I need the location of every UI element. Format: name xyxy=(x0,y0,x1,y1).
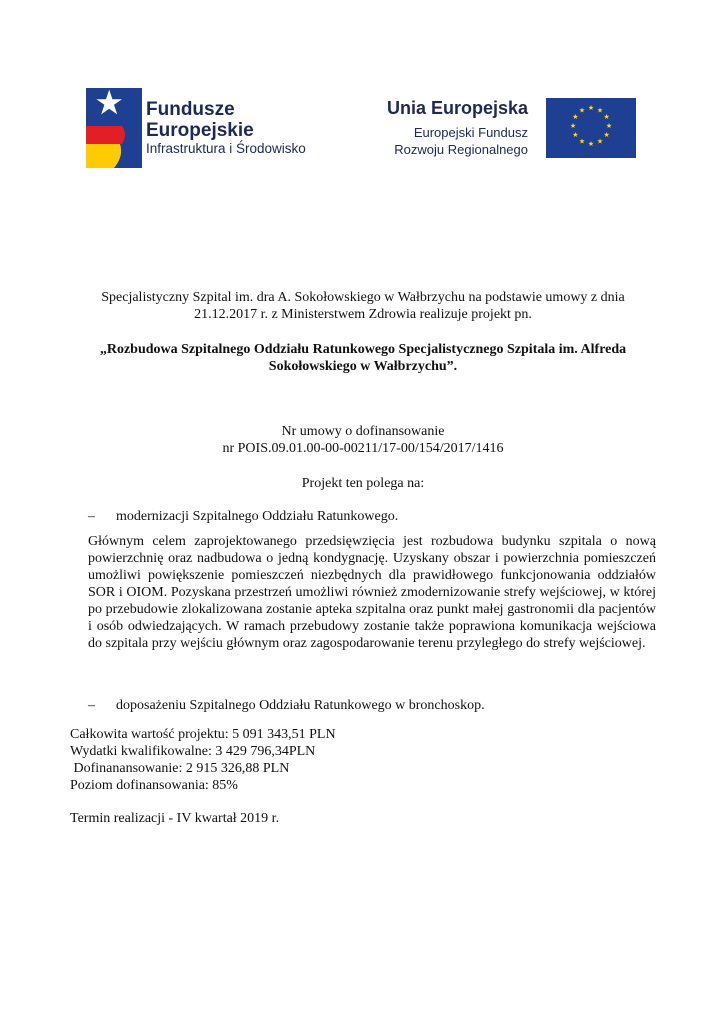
list-item xyxy=(88,508,398,525)
svg-text:★: ★ xyxy=(572,131,579,139)
intro-paragraph xyxy=(70,289,656,323)
project-intro: Projekt ten polega na: xyxy=(301,476,425,491)
fundusze-europejskie-logo xyxy=(84,86,364,172)
svg-text:★: ★ xyxy=(578,137,586,146)
svg-text:★: ★ xyxy=(578,106,586,115)
fe-line2: Europejskie xyxy=(146,120,254,141)
svg-text:★: ★ xyxy=(603,113,610,121)
total-value: Całkowita wartość projektu: 5 091 343,51 PLN xyxy=(70,727,336,742)
list-item-text: modernizacji Szpitalnego Oddziału Ratunkowego. xyxy=(116,509,399,524)
project-title-line2: Sokołowskiego w Wałbrzychu”. xyxy=(268,359,458,374)
fundusze-europejskie-flag-icon xyxy=(84,86,144,172)
project-title xyxy=(70,341,656,375)
svg-text:★: ★ xyxy=(596,106,604,115)
svg-text:★: ★ xyxy=(596,137,604,146)
ue-line1: Europejski Fundusz xyxy=(413,125,528,140)
svg-text:★: ★ xyxy=(603,131,610,139)
dash-bullet: – xyxy=(88,509,95,524)
contract-info xyxy=(70,423,656,457)
fe-line1: Fundusze xyxy=(146,99,235,120)
dash-bullet: – xyxy=(88,698,95,713)
project-title-line1: „Rozbudowa Szpitalnego Oddziału Ratunkowego Specjalistycznego Szpitala im. Alfreda xyxy=(99,342,627,357)
list-item xyxy=(88,697,485,714)
description-paragraph: Głównym celem zaprojektowanego przedsięwzięcia jest rozbudowa budynku szpitala o nową powierzchnię oraz nadbudowa o jedną kondygnację. Uzyskany obszar i powierzchnia pomieszczeń umożliwi powiększenie pomieszczeń niezbędnych dla prawidłowego funkcjonowania oddziałów SOR i OIOM. Pozyskana przestrzeń umożliwi również zmodernizowanie strefy wejściowej, w której po przebudowie zlokalizowana zostanie apteka szpitalna oraz punkt małej gastronomii dla pacjentów i osób odwiedzających. W ramach przebudowy zostanie także poprawiona komunikacja wejściowa do szpitala przy wejściu głównym oraz zagospodarowanie terenu przyległego do strefy wejściowej. xyxy=(88,534,656,651)
svg-text:★: ★ xyxy=(569,122,577,130)
deadline: Termin realizacji - IV kwartał 2019 r. xyxy=(70,811,280,826)
list-item-text: doposażeniu Szpitalnego Oddziału Ratunkowego w bronchoskop. xyxy=(116,698,485,713)
intro-line1: Specjalistyczny Szpital im. dra A. Sokołowskiego w Wałbrzychu na podstawie umowy z dnia xyxy=(101,290,625,305)
contract-number: nr POIS.09.01.00-00-00211/17-00/154/2017/1416 xyxy=(222,441,504,456)
ue-line2: Rozwoju Regionalnego xyxy=(394,142,528,157)
svg-text:★: ★ xyxy=(572,113,579,121)
svg-text:★: ★ xyxy=(605,122,613,130)
ue-title: Unia Europejska xyxy=(386,98,528,118)
fe-line3: Infrastruktura i Środowisko xyxy=(146,141,306,156)
eligible-expenses: Wydatki kwalifikowalne: 3 429 796,34PLN xyxy=(70,744,316,759)
svg-text:★: ★ xyxy=(587,140,595,148)
contract-label: Nr umowy o dofinansowanie xyxy=(281,424,445,439)
svg-text:★: ★ xyxy=(587,104,595,112)
funding-level: Poziom dofinansowania: 85% xyxy=(70,778,238,793)
intro-line2: 21.12.2017 r. z Ministerstwem Zdrowia realizuje projekt pn. xyxy=(194,307,532,322)
financials xyxy=(70,726,336,794)
funding-amount: Dofinanansowanie: 2 915 326,88 PLN xyxy=(70,761,290,776)
eu-flag-icon xyxy=(546,98,636,158)
unia-europejska-logo xyxy=(372,98,642,162)
